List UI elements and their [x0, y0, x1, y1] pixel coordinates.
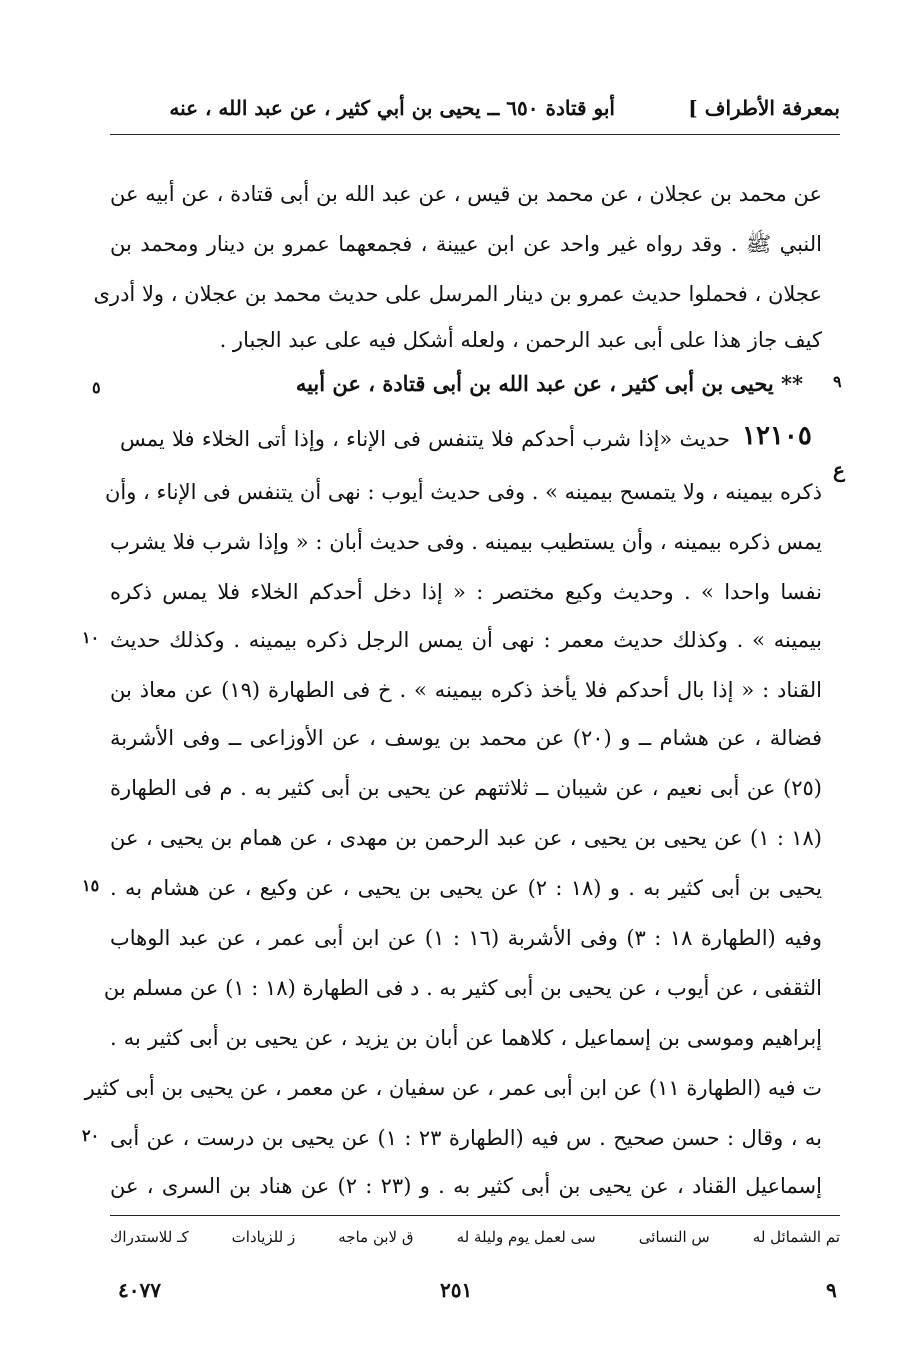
header-rule: [110, 134, 840, 135]
text-line: ت فيه (الطهارة ١١) عن ابن أبى عمر ، عن سفيان ، عن معمر ، عن يحيى بن أبى كثير: [84, 1076, 822, 1100]
running-header: [110, 96, 840, 130]
section-mark: ٩: [833, 372, 842, 391]
text-line: به ، وقال : حسن صحيح . س فيه (الطهارة ٢٣ : ١) عن يحيى بن درست ، عن أبى: [110, 1126, 822, 1150]
text-line: (١٨ : ١) عن يحيى بن يحيى ، عن عبد الرحمن بن مهدى ، عن همام بن يحيى ، عن: [110, 826, 822, 850]
page-number: ٢٥١: [440, 1278, 473, 1302]
margin-line-number: ٥: [92, 378, 101, 397]
hadith-number: ١٢١٠٥: [742, 421, 812, 451]
legend-item: سى لعمل يوم وليلة له: [456, 1228, 596, 1246]
entry-symbol: ع: [833, 458, 845, 482]
text-line: يحيى بن أبى كثير به . و (١٨ : ٢) عن يحيى بن يحيى ، عن وكيع ، عن هشام به .: [110, 876, 822, 900]
text-line: نفسا واحدا » . وحديث وكيع مختصر : « إذا دخل أحدكم الخلاء فلا يمس ذكره: [110, 580, 822, 604]
cumulative-number: ٤٠٧٧: [118, 1278, 161, 1302]
header-section: أبو قتادة ٦٥٠ ــ يحيى بن أبي كثير ، عن عبد الله ، عنه: [169, 96, 615, 120]
text-line: عجلان ، فحملوا حديث عمرو بن دينار المرسل على حديث محمد بن عجلان ، ولا أدرى: [93, 282, 822, 306]
footer-rule: [110, 1215, 840, 1216]
text-line: الثقفى ، عن أيوب ، عن يحيى بن أبى كثير به . د فى الطهارة (١٨ : ١) عن مسلم بن: [103, 976, 822, 1000]
legend-item: تم الشمائل له: [752, 1228, 840, 1246]
legend-item: س النسائى: [638, 1228, 710, 1246]
text-line: حديث «إذا شرب أحدكم فلا يتنفس فى الإناء ، وإذا أتى الخلاء فلا يمس: [120, 427, 730, 451]
legend-item: ز للزيادات: [231, 1228, 296, 1246]
text-line: فضالة ، عن هشام ــ و (٢٠) عن محمد بن يوسف ، عن الأوزاعى ــ وفى الأشربة: [110, 726, 822, 750]
margin-line-number: ١٥: [82, 876, 100, 895]
volume-number: ٩: [826, 1278, 837, 1302]
text-line: عن محمد بن عجلان ، عن محمد بن قيس ، عن عبد الله بن أبى قتادة ، عن أبيه عن: [110, 182, 822, 206]
text-line: إبراهيم وموسى بن إسماعيل ، كلاهما عن أبان بن يزيد ، عن يحيى بن أبى كثير به .: [110, 1026, 822, 1050]
text-line: كيف جاز هذا على أبى عبد الرحمن ، ولعله أشكل فيه على عبد الجبار .: [219, 328, 822, 352]
text-line: بيمينه » . وكذلك حديث معمر : نهى أن يمس الرجل ذكره بيمينه . وكذلك حديث: [110, 628, 822, 652]
text-line: وفيه (الطهارة ١٨ : ٣) وفى الأشربة (١٦ : ١) عن ابن أبى عمر ، عن عبد الوهاب: [110, 926, 822, 950]
legend-item: ق لابن ماجه: [338, 1228, 414, 1246]
text-line: النبي ﷺ . وقد رواه غير واحد عن ابن عيينة ، فجمعهما عمرو بن دينار ومحمد بن: [110, 232, 822, 256]
header-book-title: بمعرفة الأطراف ]: [688, 96, 840, 120]
abbreviation-legend: [110, 1228, 840, 1252]
text-line: إسماعيل القناد ، عن يحيى بن أبى كثير به . و (٢٣ : ٢) عن هناد بن السرى ، عن: [110, 1174, 822, 1198]
text-line: القناد : « إذا بال أحدكم فلا يأخذ ذكره بيمينه » . خ فى الطهارة (١٩) عن معاذ بن: [110, 678, 822, 702]
chain-heading: ** يحيى بن أبى كثير ، عن عبد الله بن أبى قتادة ، عن أبيه: [295, 371, 803, 396]
text-line: (٢٥) عن أبى نعيم ، عن شيبان ــ ثلاثتهم عن يحيى بن أبى كثير به . م فى الطهارة: [110, 776, 822, 800]
text-line: ذكره بيمينه ، ولا يتمسح بيمينه » . وفى حديث أيوب : نهى أن يتنفس فى الإناء ، وأن: [104, 480, 822, 504]
margin-line-number: ١٠: [82, 628, 100, 647]
margin-line-number: ٢٠: [82, 1126, 100, 1145]
legend-item: كـ للاستدراك: [110, 1228, 189, 1246]
text-line: يمس ذكره بيمينه ، وأن يستطيب بيمينه . وفى حديث أبان : « وإذا شرب فلا يشرب: [110, 530, 822, 554]
